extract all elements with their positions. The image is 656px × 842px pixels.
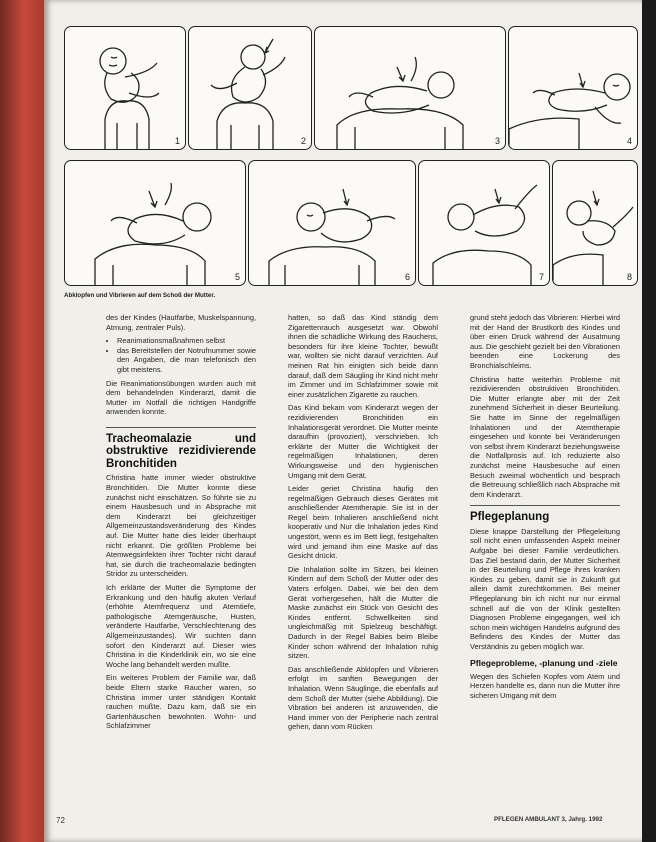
illustration-panel-3 — [314, 26, 506, 150]
illustration-panel-2 — [188, 26, 312, 150]
body-paragraph: Die Inhalation sollte im Sitzen, bei kleinen Kindern auf dem Schoß der Mutter oder des Vaters erfolgen. Dabei, wie bei den dem Gerät vorhergesehen, hält die Mutter die Maske zunächst ein Stück von Gesicht des Kindes entfernt. Schwellkeiten sind ungleichmäßig mit Spielzeug beschäftigt. Dadurch in der Regel Babies beim Bleibe Kinder schon während der Inhalation ruhig sitzen. — [288, 564, 438, 661]
body-paragraph: Ich erklärte der Mutter die Symptome der Erkrankung und den häufig akuten Verlauf (erhöhte Atemfrequenz und Atemtiefe, pathologische Atemgeräusche, Husten, veränderte Hautfarbe, Verschlechterung des Allgemeinzustandes). Wir suchten dann sofort den Kinderarzt auf. Dieser wies Christina in die Kinderklinik ein, wo sie eine Woche lang behandelt werden mußte. — [106, 582, 256, 669]
illustration-panel-5 — [64, 160, 246, 286]
figure-caption: Abklopfen und Vibrieren auf dem Schoß der Mutter. — [64, 292, 216, 299]
body-paragraph: grund steht jedoch das Vibrieren: Hierbei wird mit der Hand der Brustkorb des Kindes und über einen Druck während der Ausatmung aus. Die geschieht gezielt bei den Vibrationen beenden eine Lockerung des Bronchialschleims. — [470, 313, 620, 370]
baby-over-shoulder-drawing — [189, 27, 311, 149]
panel-number: 6 — [404, 272, 410, 282]
scan-edge — [642, 0, 656, 842]
journal-footer: PFLEGEN AMBULANT 3, Jahrg. 1992 — [494, 816, 603, 823]
bullet-list — [106, 336, 256, 374]
panel-number: 1 — [174, 136, 180, 146]
panel-number: 2 — [300, 136, 306, 146]
illustration-panel-1 — [64, 26, 186, 150]
baby-tilted-on-lap-drawing — [419, 161, 549, 285]
book-edge-strip — [0, 0, 44, 842]
baby-upright-on-lap-drawing — [553, 161, 637, 285]
section-divider — [106, 427, 256, 428]
body-paragraph: Christina hatte weiterhin Probleme mit rezidivierenden obstruktiven Bronchitiden. Die Mutter erlangte aber mit der Zeit zunehmend Sicherheit in dieser Beurteilung. Sie hatte im Sinne der regelmäßigen Inhalationen und der Atemtherapie eingesehen und konnte bei Veränderungen von selbst ihrem Kinderarzt beziehungsweise die Notfallprosis auf. Ich reduzierte also zunächst meine Hausbesuche auf einen Besuch zweimal wöchentlich und besprach die Betreuung schließlich nach Absprache mit dem Kinderarzt. — [470, 374, 620, 499]
body-paragraph: Diese knappe Darstellung der Pflegeleitung soll nicht einen umfassenden Aspekt meiner Aufgabe bei dieser Familie verdeutlichen. Das Ziel bestand darin, der Mutter Sicherheit in der Beurteilung und Pflege ihres kranken Kindes zu geben, damit sie in Zukunft gut allein damit zurechtkommen. Bei meiner Pflegeplanung bin ich nicht nur nur einmal schnell auf die von der Klinik gestellten Diagnosen Probleme eingegangen, weil ich schon mein wichtigen Handelns aufgrund des Befindens des Kindes der Mutter das Verständnis zu geben möglich war. — [470, 526, 620, 651]
text-column-1 — [106, 313, 256, 735]
baby-supine-on-lap-drawing — [509, 27, 637, 149]
illustration-panel-6 — [248, 160, 416, 286]
baby-prone-on-lap-drawing — [315, 27, 505, 149]
magazine-page — [44, 0, 642, 842]
page-number: 72 — [56, 816, 65, 825]
panel-number: 3 — [494, 136, 500, 146]
illustration-panel-7 — [418, 160, 550, 286]
body-paragraph: Das anschließende Abklopfen und Vibrieren erfolgt im sanften Bewegungen der Inhalation. Wenn Säuglinge, die ebenfalls auf dem Schoß der Mutter (siehe Abbildung). Die Vibration bei anderen ist anzuwenden, die Hand immer von der Peripherie nach zentral gehen, dann vom Rücken — [288, 664, 438, 732]
intro-text: des der Kindes (Hautfarbe, Muskelspannung, Atmung, zentraler Puls). — [106, 313, 256, 332]
baby-curled-on-lap-drawing — [249, 161, 415, 285]
list-item: • das Bereitstellen der Notrufnummer sowie den Angaben, die man telefonisch den gibt meistens. — [117, 346, 256, 375]
body-paragraph: Leider geriet Christina häufig den regelmäßigen Gebrauch dieses Gerätes mit anschließender Atemtherapie. Sie ist in der Regel beim Inhalieren anschließend nicht kooperativ und Nur die Inhalation jedes Kind ungestört, wenn es im Bett liegt, festgehalten wird und jemand ihm eine Maske auf das Gesicht drückt. — [288, 484, 438, 561]
panel-number: 4 — [626, 136, 632, 146]
body-paragraph: Ein weiteres Problem der Familie war, daß beide Eltern starke Raucher waren, so Christina immer unter ständigen Kontakt rauchen mußte. Dazu kam, daß sie ein Gartenhäuschen bewohnten. Wohn- und Schlafzimmer — [106, 673, 256, 731]
body-paragraph: Das Kind bekam vom Kinderarzt wegen der rezidivierenden Bronchitiden ein Inhalationsgerät verordnet. Die Mutter meinte daraufhin (provoziert), verschrieben. Ich erklärte der Mutter die Wichtigkeit der regelmäßigen Inhalationen, deren Wirkungsweise und den hygienischen Umgang mit dem Gerät. — [288, 403, 438, 480]
section-heading: Tracheomalazie und obstruktive rezidivierende Bronchitiden — [106, 432, 256, 470]
illustration-panel-8 — [552, 160, 638, 286]
text-column-2 — [288, 313, 438, 736]
panel-number: 8 — [626, 272, 632, 282]
baby-side-on-lap-drawing — [65, 161, 245, 285]
panel-number: 7 — [538, 272, 544, 282]
body-paragraph: Christina hatte immer wieder obstruktive Bronchitiden. Die Mutter konnte diese zunächst nicht einschätzen. So führte sie zu einem Hausbesuch und in Absprache mit dem Kinderarzt bei gleichzeitiger Allgemeinzustandsveränderung des Kindes auf. Die Mutter hatte dies leider überhaupt nicht erkannt. Die größten Probleme bei Atemwegsinfekten ihrer Tochter nicht darauf hat, sie durch die tracheomalazie bedingten Stridor zu unterscheiden. — [106, 473, 256, 579]
baby-on-lap-drawing — [65, 27, 185, 149]
body-paragraph: hatten, so daß das Kind ständig dem Zigarettenrauch ausgesetzt war. Obwohl ihnen die schädliche Wirkung des Rauchens, besonders für ihre kleine Tochter, bewußt war, wollten sie nicht darauf verzichten. Auf meinen Rat hin einigten sich beide dann darauf, daß dem Säugling ihr Kind nicht mehr im Zimmer und im Schlafzimmer sowie mit einer zusätzlichen Zigarette zu rauchen. — [288, 313, 438, 399]
followup-text: Die Reanimationsübungen wurden auch mit dem behandelnden Kinderarzt, damit die Mutter im Notfall die richtigen Handgriffe anwenden konnte. — [106, 378, 256, 417]
illustration-panel-4 — [508, 26, 638, 150]
subsection-heading: Pflegeprobleme, -planung und -ziele — [470, 657, 618, 668]
section-divider — [470, 505, 620, 506]
text-column-3 — [470, 313, 620, 704]
body-paragraph: Wegen des Schiefen Kopfes vom Atem und Herzen handelte es, dann nun die Mutter ihre sicheren Umgang mit dem — [470, 671, 620, 700]
list-item: • Reanimationsmaßnahmen selbst — [117, 336, 256, 346]
panel-number: 5 — [234, 272, 240, 282]
section-heading: Pflegeplanung — [470, 511, 550, 524]
